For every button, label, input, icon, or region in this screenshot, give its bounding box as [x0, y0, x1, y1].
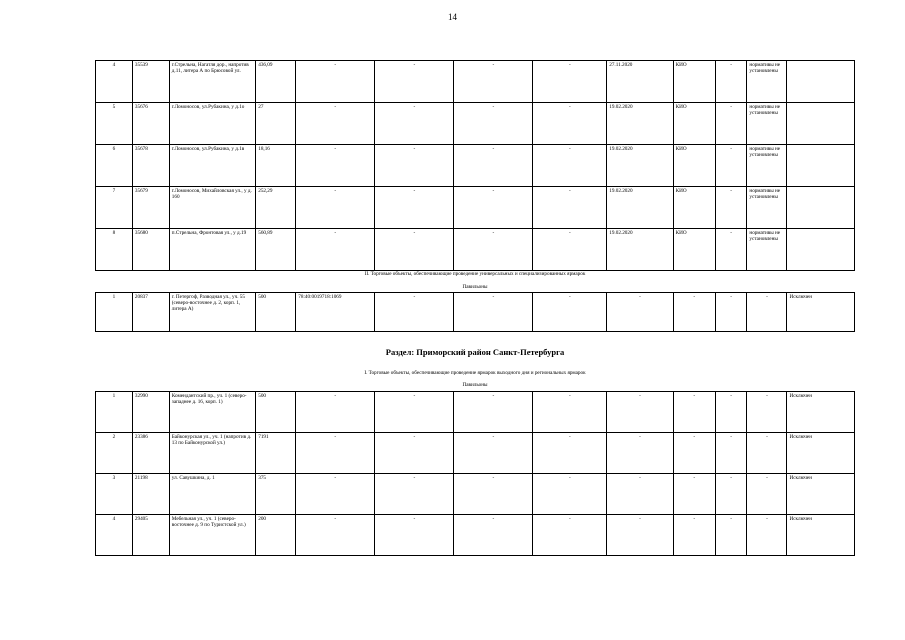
table-cell: - [375, 392, 454, 433]
table-cell: Комендантский пр., уч. 1 (северо-западнее д. 16, корп. 1) [169, 392, 255, 433]
table-cell: - [375, 61, 454, 103]
table-cell: г.Стрельна, Нагатля дор., напротив д.11, литера А по Брюсовой ул. [169, 61, 255, 103]
table-cell: - [533, 433, 607, 474]
table-cell: г. Петергоф, Разводная ул., уч. 55 (северо-восточнее д. 2, корп. 1, литера А) [169, 293, 255, 332]
table-cell: 436,09 [256, 61, 296, 103]
table-cell: - [533, 103, 607, 145]
table-cell: КИО [673, 61, 715, 103]
table-cell: - [715, 187, 747, 229]
table-cell: - [673, 433, 715, 474]
table-cell: 35678 [132, 145, 169, 187]
table-cell: Исключен [787, 392, 855, 433]
table-cell: 500 [256, 293, 296, 332]
table-cell: 7 [96, 187, 133, 229]
table-cell: 8 [96, 229, 133, 271]
table-cell: - [375, 433, 454, 474]
table-cell: - [533, 229, 607, 271]
table-cell: - [607, 293, 673, 332]
table-cell: - [533, 392, 607, 433]
table-cell: - [607, 392, 673, 433]
table-cell: - [296, 392, 375, 433]
table-cell: 252,29 [256, 187, 296, 229]
table-cell: 35679 [132, 187, 169, 229]
table-cell: - [533, 474, 607, 515]
table-cell: - [533, 515, 607, 556]
table-cell: - [454, 61, 533, 103]
table-row [96, 61, 855, 103]
table-cell: нормативы не установлены [747, 103, 787, 145]
table-cell [787, 103, 855, 145]
page-number: 14 [448, 12, 457, 22]
table-cell: КИО [673, 229, 715, 271]
table-cell: 18,16 [256, 145, 296, 187]
table-cell: - [673, 474, 715, 515]
table-cell: - [296, 515, 375, 556]
table-cell: 200 [256, 515, 296, 556]
table-cell: - [747, 515, 787, 556]
table-cell: КИО [673, 145, 715, 187]
table-cell: - [715, 474, 747, 515]
table-cell: г.Ломоносов, Михайловская ул., у д. 160 [169, 187, 255, 229]
table-cell: 7191 [256, 433, 296, 474]
table-cell: - [533, 293, 607, 332]
table-cell: - [296, 103, 375, 145]
table-row [96, 187, 855, 229]
table-row [96, 474, 855, 515]
table-cell: - [533, 61, 607, 103]
table-cell: - [715, 229, 747, 271]
table-row [96, 433, 855, 474]
table-fair-objects [95, 292, 855, 332]
table-cell: - [715, 433, 747, 474]
table-primorsky-objects [95, 391, 855, 556]
subsection-caption: II. Торговые объекты, обеспечивающие проведение универсальных и специализированных ярмарок [364, 271, 586, 277]
table-cell: - [607, 515, 673, 556]
table-cell: нормативы не установлены [747, 145, 787, 187]
table-cell: - [673, 293, 715, 332]
table-cell: нормативы не установлены [747, 229, 787, 271]
table-cell: - [747, 392, 787, 433]
table-cell: - [715, 293, 747, 332]
table-cell: - [747, 293, 787, 332]
table-cell: 5 [96, 103, 133, 145]
table-cell: 35676 [132, 103, 169, 145]
table-cell: 375 [256, 474, 296, 515]
table-cell: - [375, 474, 454, 515]
table-cell: 19.02.2020 [607, 145, 673, 187]
table-cell: - [296, 187, 375, 229]
table-cell: 2 [96, 433, 133, 474]
table-cell [787, 229, 855, 271]
table-cell: п.Стрельна, Фронтовая ул., у д.19 [169, 229, 255, 271]
table-cell: 21198 [132, 474, 169, 515]
table-cell: нормативы не установлены [747, 61, 787, 103]
table-cell: 4 [96, 515, 133, 556]
table-cell: КИО [673, 103, 715, 145]
table-cell: - [375, 293, 454, 332]
table-cell: Исключен [787, 515, 855, 556]
table-cell: - [747, 474, 787, 515]
table-row [96, 103, 855, 145]
table-cell: - [747, 433, 787, 474]
table-cell: 27.11.2020 [607, 61, 673, 103]
table-cell: 19.02.2020 [607, 187, 673, 229]
table-row [96, 515, 855, 556]
table-cell: 27 [256, 103, 296, 145]
table-cell: - [296, 229, 375, 271]
table-cell: - [375, 229, 454, 271]
table-cell: - [454, 145, 533, 187]
table-cell: - [715, 103, 747, 145]
table-cell: - [673, 392, 715, 433]
table-cell: - [296, 61, 375, 103]
table-cell: нормативы не установлены [747, 187, 787, 229]
table-cell: - [454, 229, 533, 271]
table-cell: Исключен [787, 293, 855, 332]
table-cell: 3 [96, 474, 133, 515]
table-cell: - [454, 293, 533, 332]
table-cell: - [715, 515, 747, 556]
table-cell: - [715, 392, 747, 433]
table-cell: - [607, 474, 673, 515]
table-cell: - [375, 145, 454, 187]
table-cell: 1 [96, 392, 133, 433]
table-cell: 19.02.2020 [607, 229, 673, 271]
table-cell: - [454, 433, 533, 474]
table-cell: 20837 [132, 293, 169, 332]
table-cell: 560,89 [256, 229, 296, 271]
table-cell [787, 187, 855, 229]
table-cell: 4 [96, 61, 133, 103]
category-caption: Павильоны [462, 284, 488, 290]
table-cell: - [296, 145, 375, 187]
table-cell: - [375, 515, 454, 556]
table-cell: - [375, 187, 454, 229]
table-cell: 35680 [132, 229, 169, 271]
table-row [96, 229, 855, 271]
table-cell: Исключен [787, 433, 855, 474]
table-cell: - [454, 515, 533, 556]
table-cell: г.Ломоносов, ул.Рубакина, у д.1в [169, 145, 255, 187]
table-cell: - [715, 61, 747, 103]
table-cell: ул. Савушкина, д. 1 [169, 474, 255, 515]
table-cell: - [454, 187, 533, 229]
table-cell: - [533, 187, 607, 229]
table-trade-objects-1 [95, 60, 855, 271]
table-cell: 29405 [132, 515, 169, 556]
table-cell: - [673, 515, 715, 556]
table-cell: - [715, 145, 747, 187]
table-cell: 500 [256, 392, 296, 433]
section-title: Раздел: Приморский район Санкт-Петербурга [385, 347, 565, 357]
table-cell: 35539 [132, 61, 169, 103]
subsection-caption: I. Торговые объекты, обеспечивающие проведение ярмарок выходного дня и региональных ярмарок [364, 370, 586, 376]
table-cell: г.Ломоносов, ул.Рубакина, у д.1о [169, 103, 255, 145]
table-cell: Байконурская ул., уч. 1 (напротив д. 13 по Байконурской ул.) [169, 433, 255, 474]
table-cell: - [533, 145, 607, 187]
table-cell: - [454, 103, 533, 145]
table-cell: 1 [96, 293, 133, 332]
table-cell: 32990 [132, 392, 169, 433]
table-cell: - [375, 103, 454, 145]
table-cell: 23386 [132, 433, 169, 474]
table-cell [787, 61, 855, 103]
table-cell: 19.02.2020 [607, 103, 673, 145]
table-cell: Исключен [787, 474, 855, 515]
category-caption: Павильоны [462, 382, 488, 388]
table-cell [787, 145, 855, 187]
table-cell: - [607, 433, 673, 474]
table-cell: 6 [96, 145, 133, 187]
table-cell: - [296, 433, 375, 474]
table-cell: - [454, 392, 533, 433]
table-cell: 78:40:0019718:1069 [296, 293, 375, 332]
table-cell: - [454, 474, 533, 515]
table-row [96, 293, 855, 332]
table-cell: Мебельная ул., уч. 1 (северо-восточнее д. 9 по Туристской ул.) [169, 515, 255, 556]
table-cell: КИО [673, 187, 715, 229]
table-row [96, 145, 855, 187]
table-cell: - [296, 474, 375, 515]
table-row [96, 392, 855, 433]
